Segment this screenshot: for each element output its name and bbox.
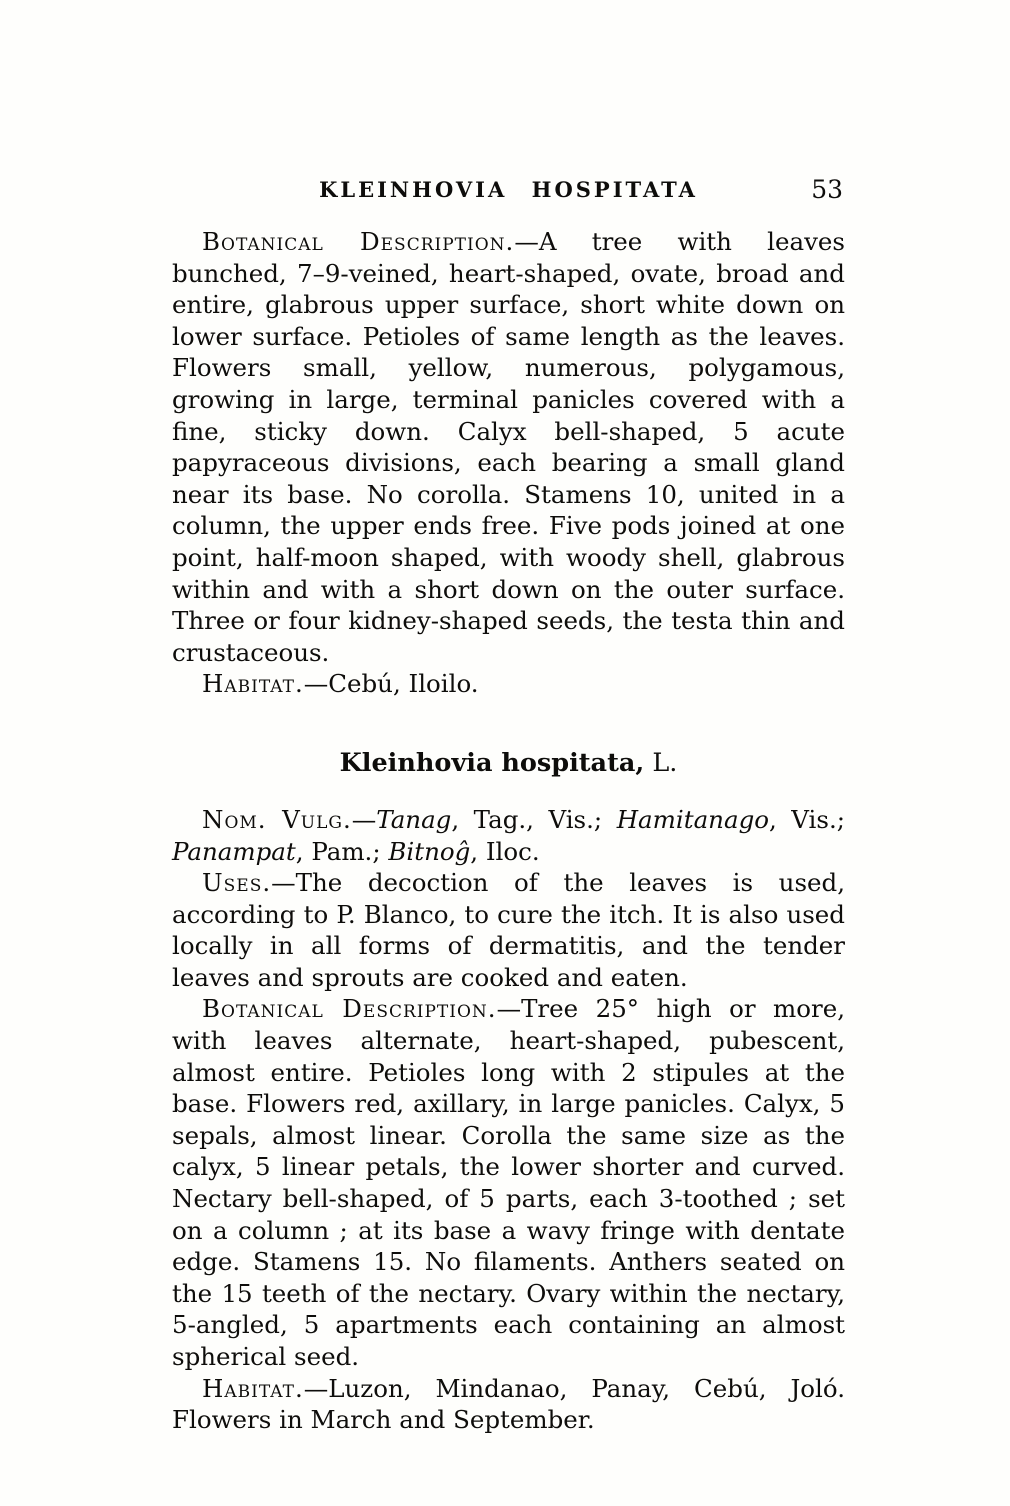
page-body [172,226,845,1436]
botanical-description-1 [172,226,845,668]
nom-vulg-text: Nom. Vulg. [202,804,352,834]
nom-vulg-text: Tanag [376,804,452,834]
habitat-2-text: —Luzon, Mindanao, Panay, Cebú, Joló. Flowers in March and September. [172,1373,845,1435]
habitat-1-text: —Cebú, Iloilo. [303,669,479,699]
nom-vulg-text: , Tag., Vis.; [451,804,617,834]
uses-text: Uses. [202,868,272,898]
botanical-description-2 [172,993,845,1372]
botanical-description-1-text: Botanical Description. [202,227,515,256]
nom-vulg-text: , Iloc. [470,836,540,866]
habitat-1 [172,668,845,700]
nom-vulg-text: Bitnoĝ [388,836,471,866]
nom-vulg-text: , Vis.; [769,804,845,834]
species-heading-text: L. [644,747,678,778]
botanical-description-2-text: —Tree 25° high or more, with leaves alternate, heart-shaped, pubescent, almost entire. Petioles long with 2 stipules at the base. Flowers red, axillary, in large panicles. Calyx, 5 sepals, almost linear. Corolla the same size as the calyx, 5 linear petals, the lower shorter and curved. Nectary bell-shaped, of 5 parts, each 3-toothed ; set on a column ; at its base a wavy fringe with dentate edge. Stamens 15. No filaments. Anthers seated on the 15 teeth of the nectary. Ovary within the nectary, 5-angled, 5 apartments each containing an almost spherical seed. [172,994,845,1371]
habitat-2-text: Habitat. [202,1373,304,1403]
uses-text: —The decoction of the leaves is used, according to P. Blanco, to cure the itch. It is also used locally in all forms of dermatitis, and the tender leaves and sprouts are cooked and eaten. [172,868,845,992]
nom-vulg-text: Panampat [172,836,296,866]
running-title: KLEINHOVIA HOSPITATA [319,177,698,202]
habitat-1-text: Habitat. [202,669,304,699]
nom-vulg-text: Hamitanago [616,804,769,834]
botanical-description-2-text: Botanical Description. [202,994,497,1024]
botanical-description-1-text: —A tree with leaves bunched, 7–9-veined, heart-shaped, ovate, broad and entire, glabrous upper surface, short white down on lower surface. Petioles of same length as the leaves. Flowers small, yellow, numerous, polygamous, growing in large, terminal panicles covered with a fine, sticky down. Calyx bell-shaped, 5 acute papyraceous divisions, each bearing a small gland near its base. No corolla. Stamens 10, united in a column, the upper ends free. Five pods joined at one point, half-moon shaped, with woody shell, glabrous within and with a short down on the outer surface. Three or four kidney-shaped seeds, the testa thin and crustaceous. [172,227,845,667]
uses [172,867,845,993]
nom-vulg-text: , Pam.; [295,836,389,866]
species-heading [172,747,845,779]
habitat-2 [172,1373,845,1436]
species-heading-text: Kleinhovia hospitata, [339,747,645,778]
nom-vulg-text: — [351,804,377,834]
nom-vulg [172,804,845,867]
page-number: 53 [811,175,843,204]
running-header [172,176,845,206]
